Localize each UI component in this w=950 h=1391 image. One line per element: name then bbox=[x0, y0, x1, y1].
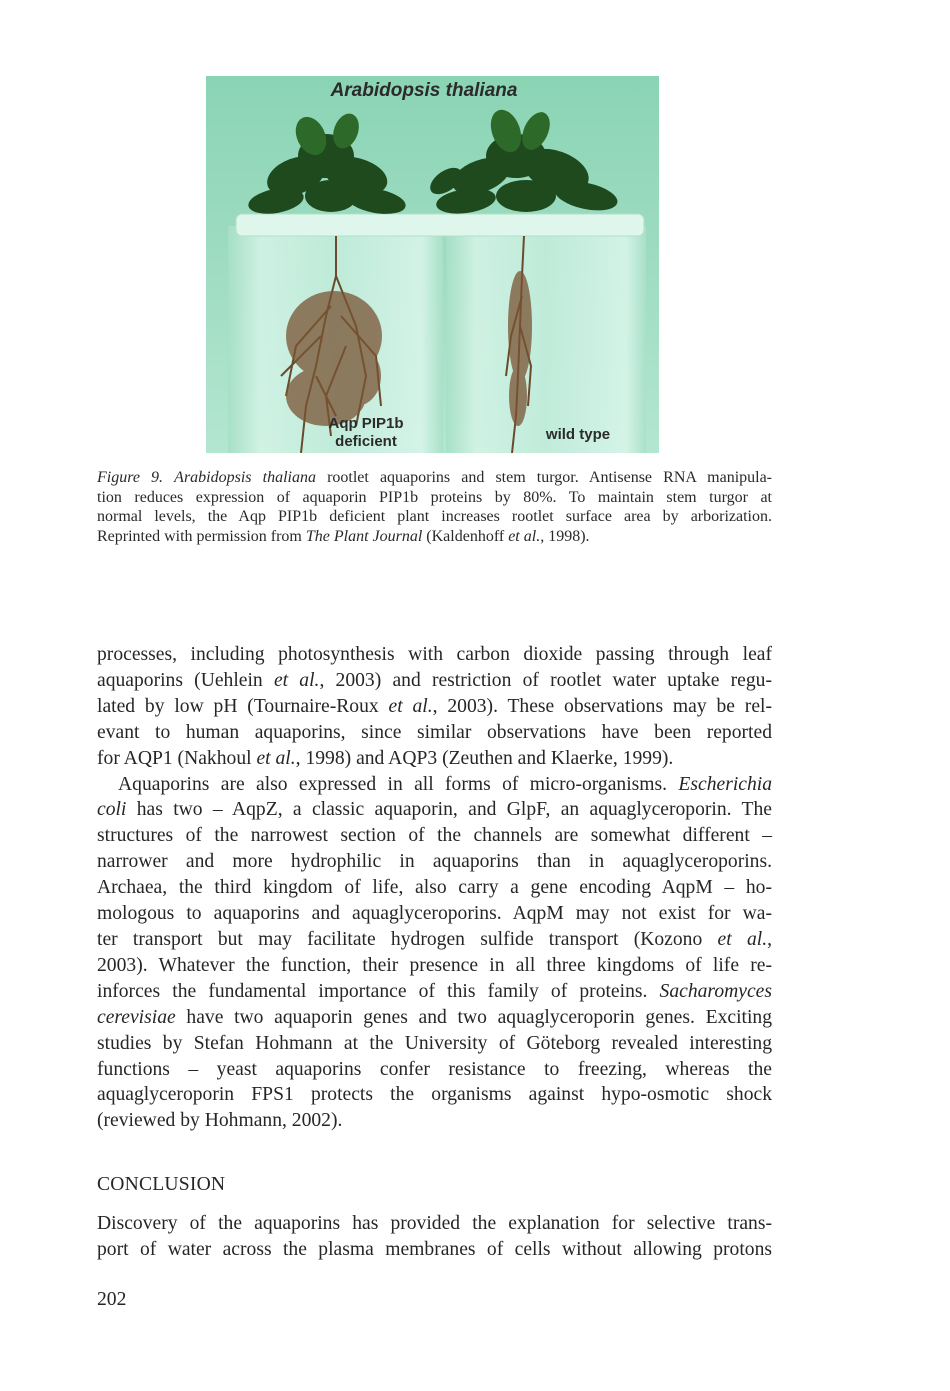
body-etal: et al. bbox=[256, 747, 296, 769]
caption-etal: et al. bbox=[508, 527, 541, 545]
body-line bbox=[97, 927, 772, 953]
body-text-run: ter transport but may facilitate hydrogen sulfide transport (Kozono bbox=[97, 928, 718, 950]
caption-text: (Kaldenhoff bbox=[422, 527, 509, 545]
body-line: Archaea, the third kingdom of life, also carry a gene encoding AqpM – ho- bbox=[97, 877, 772, 899]
body-line bbox=[97, 694, 772, 720]
body-line: port of water across the plasma membranes of cells without allowing protons bbox=[97, 1238, 772, 1260]
figure-label-left-line2: deficient bbox=[335, 433, 397, 450]
plant-tray bbox=[236, 214, 644, 236]
body-line bbox=[97, 797, 772, 823]
body-text-run: for AQP1 (Nakhoul bbox=[97, 747, 257, 769]
caption-journal: The Plant Journal bbox=[305, 527, 423, 545]
caption-text: rootlet aquaporins and stem turgor. Antisense RNA manipula- bbox=[315, 469, 773, 486]
body-line: Discovery of the aquaporins has provided the explanation for selective trans- bbox=[97, 1213, 772, 1234]
body-line bbox=[97, 979, 772, 1005]
body-line: structures of the narrowest section of the channels are somewhat different – bbox=[97, 825, 772, 847]
body-line bbox=[97, 1005, 772, 1031]
body-line: studies by Stefan Hohmann at the University of Göteborg revealed interesting bbox=[97, 1032, 772, 1054]
caption-text: Reprinted with permission from bbox=[97, 527, 306, 545]
body-text-run: , 2003) and restriction of rootlet water uptake regu- bbox=[319, 669, 772, 691]
body-line: evant to human aquaporins, since similar observations have been reported bbox=[97, 721, 772, 743]
conclusion-text bbox=[97, 1211, 772, 1263]
body-text bbox=[97, 642, 772, 1134]
figure-label-right: wild type bbox=[545, 426, 611, 443]
body-text-run: have two aquaporin genes and two aquaglyceroporin genes. Exciting bbox=[175, 1006, 772, 1028]
caption-line: normal levels, the Aqp PIP1b deficient plant increases rootlet surface area by arborization. bbox=[97, 508, 772, 525]
body-text-run: , 1998) and AQP3 (Zeuthen and Klaerke, 1999). bbox=[295, 747, 674, 769]
body-text-run: has two – AqpZ, a classic aquaporin, and GlpF, an aquaglyceroporin. The bbox=[126, 799, 772, 821]
figure-title: Arabidopsis thaliana bbox=[330, 80, 518, 101]
body-text-run: inforces the fundamental importance of this family of proteins. bbox=[97, 980, 660, 1002]
body-line: functions – yeast aquaporins confer resistance to freezing, whereas the bbox=[97, 1058, 772, 1080]
body-species: cerevisiae bbox=[97, 1006, 176, 1028]
caption-line: tion reduces expression of aquaporin PIP1b proteins by 80%. To maintain stem turgor at bbox=[97, 488, 772, 506]
body-etal: et al. bbox=[388, 695, 433, 717]
body-text-run: , 2003). These observations may be rel- bbox=[432, 695, 772, 717]
body-text-run: Aquaporins are also expressed in all forms of micro-organisms. bbox=[118, 773, 679, 795]
body-text-run: , bbox=[767, 928, 772, 950]
section-heading: CONCLUSION bbox=[97, 1174, 226, 1195]
caption-text: , 1998). bbox=[540, 527, 590, 545]
body-line: processes, including photosynthesis with carbon dioxide passing through leaf bbox=[97, 644, 772, 665]
body-line bbox=[97, 668, 772, 694]
caption-species: Arabidopsis thaliana bbox=[174, 469, 316, 486]
caption-figure-label: Figure 9. bbox=[97, 469, 164, 486]
figure-illustration bbox=[206, 76, 659, 453]
body-species: Sacharomyces bbox=[659, 980, 772, 1002]
body-line bbox=[97, 746, 772, 772]
body-text-run: lated by low pH (Tournaire-Roux bbox=[97, 695, 389, 717]
figure-photo bbox=[206, 76, 659, 453]
right-jar bbox=[446, 226, 646, 453]
body-line: mologous to aquaporins and aquaglyceroporins. AqpM may not exist for wa- bbox=[97, 903, 772, 925]
body-line: (reviewed by Hohmann, 2002). bbox=[97, 1110, 343, 1132]
body-etal: et al. bbox=[273, 669, 320, 691]
caption-line bbox=[97, 527, 772, 547]
figure-label-left-line1: Aqp PIP1b bbox=[328, 415, 404, 432]
body-text-run: aquaporins (Uehlein bbox=[97, 669, 274, 691]
body-line bbox=[97, 772, 772, 798]
body-species: Escherichia bbox=[678, 773, 772, 795]
body-line: aquaglyceroporin FPS1 protects the organisms against hypo-osmotic shock bbox=[97, 1084, 772, 1106]
caption-line bbox=[97, 468, 772, 488]
page-number: 202 bbox=[97, 1289, 127, 1310]
figure-caption bbox=[97, 468, 772, 546]
body-line: 2003). Whatever the function, their presence in all three kingdoms of life re- bbox=[97, 954, 772, 976]
body-species: coli bbox=[97, 799, 127, 821]
body-line: narrower and more hydrophilic in aquaporins than in aquaglyceroporins. bbox=[97, 851, 772, 873]
body-etal: et al. bbox=[717, 928, 768, 950]
